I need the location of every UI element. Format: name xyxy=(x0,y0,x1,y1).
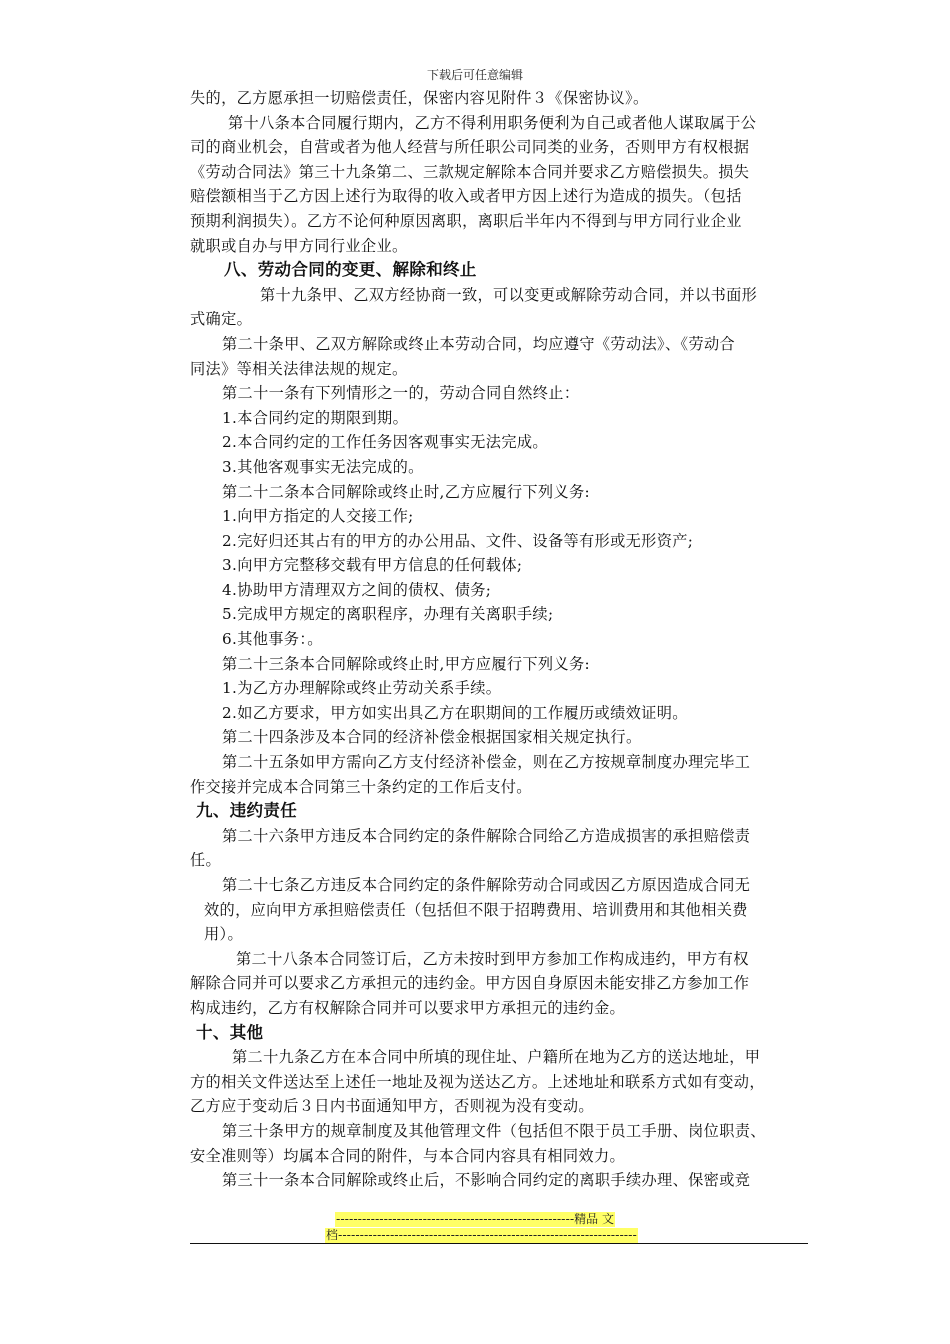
text-line: 失的，乙方愿承担一切赔偿责任，保密内容见附件３《保密协议》。 xyxy=(190,89,649,107)
text-line: 第二十一条有下列情形之一的，劳动合同自然终止： xyxy=(222,384,580,403)
text-line: 同法》等相关法律法规的规定。 xyxy=(190,359,408,378)
text-line: 第十九条甲、乙双方经协商一致，可以变更或解除劳动合同，并以书面形 xyxy=(260,285,758,304)
text-line: 就职或自办与甲方同行业企业。 xyxy=(190,236,408,255)
text-line: 5.完成甲方规定的离职程序，办理有关离职手续; xyxy=(222,605,554,624)
text-line: 第十八条本合同履行期内，乙方不得利用职务便利为自己或者他人谋取属于公 xyxy=(228,113,757,132)
section-heading: 九、违约责任 xyxy=(196,801,298,821)
text-line: 第二十八条本合同签订后，乙方未按时到甲方参加工作构成违约，甲方有权 xyxy=(236,949,749,968)
footer-watermark-line-1: -------------------------------------------------------精品 文 xyxy=(336,1212,614,1226)
text-line: 第三十条甲方的规章制度及其他管理文件（包括但不限于员工手册、岗位职责、 xyxy=(222,1121,766,1140)
text-line: 式确定。 xyxy=(190,310,253,329)
document-body xyxy=(190,86,810,1193)
text-line: 第二十五条如甲方需向乙方支付经济补偿金，则在乙方按规章制度办理完毕工 xyxy=(222,753,751,772)
text-line: 《劳动合同法》第三十九条第二、三款规定解除本合同并要求乙方赔偿损失。损失 xyxy=(190,162,750,181)
text-line: 2.如乙方要求，甲方如实出具乙方在职期间的工作履历或绩效证明。 xyxy=(222,703,688,722)
text-line: 第二十九条乙方在本合同中所填的现住址、户籍所在地为乙方的送达地址，甲 xyxy=(232,1048,761,1067)
text-line: 乙方应于变动后３日内书面通知甲方，否则视为没有变动。 xyxy=(190,1097,594,1116)
text-line: 效的，应向甲方承担赔偿责任（包括但不限于招聘费用、培训费用和其他相关费 xyxy=(204,900,748,919)
text-line: 1.本合同约定的期限到期。 xyxy=(222,408,409,427)
text-line: 安全准则等）均属本合同的附件，与本合同内容具有相同效力。 xyxy=(190,1146,626,1165)
text-line: 1.向甲方指定的人交接工作; xyxy=(222,507,414,526)
text-line: 2.本合同约定的工作任务因客观事实无法完成。 xyxy=(222,433,548,452)
text-line: 1.为乙方办理解除或终止劳动关系手续。 xyxy=(222,679,502,698)
text-line: 用）。 xyxy=(204,925,244,944)
text-line: 任。 xyxy=(190,851,222,870)
text-line: 2.完好归还其占有的甲方的办公用品、文件、设备等有形或无形资产; xyxy=(222,531,694,550)
section-heading: 八、劳动合同的变更、解除和终止 xyxy=(224,260,477,280)
footer-watermark-line-2: 档--------------------------------------------------------------------- xyxy=(326,1228,637,1242)
text-line: 3.向甲方完整移交载有甲方信息的任何载体; xyxy=(222,556,523,575)
text-line: 作交接并完成本合同第三十条约定的工作后支付。 xyxy=(190,777,532,796)
text-line: 第三十一条本合同解除或终止后，不影响合同约定的离职手续办理、保密或竞 xyxy=(222,1171,751,1190)
text-line: 赔偿额相当于乙方因上述行为取得的收入或者甲方因上述行为造成的损失。（包括 xyxy=(190,187,742,206)
text-line: 第二十六条甲方违反本合同约定的条件解除合同给乙方造成损害的承担赔偿责 xyxy=(222,826,751,845)
text-line: 第二十七条乙方违反本合同约定的条件解除劳动合同或因乙方原因造成合同无 xyxy=(222,876,751,894)
text-line: 3.其他客观事实无法完成的。 xyxy=(222,457,424,476)
text-line: 方的相关文件送达至上述任一地址及视为送达乙方。上述地址和联系方式如有变动， xyxy=(190,1072,765,1091)
text-line: 构成违约，乙方有权解除合同并可以要求甲方承担元的违约金。 xyxy=(190,998,626,1017)
text-line: 解除合同并可以要求乙方承担元的违约金。甲方因自身原因未能安排乙方参加工作 xyxy=(190,974,750,993)
text-line: 预期利润损失）。乙方不论何种原因离职，离职后半年内不得到与甲方同行业企业 xyxy=(190,211,742,230)
text-line: 第二十四条涉及本合同的经济补偿金根据国家相关规定执行。 xyxy=(222,728,642,747)
page-header-note: 下载后可任意编辑 xyxy=(426,68,523,82)
text-line: 6.其他事务：。 xyxy=(222,630,323,649)
footer-divider xyxy=(190,1243,808,1244)
text-line: 4.协助甲方清理双方之间的债权、债务; xyxy=(222,580,492,599)
text-line: 第二十二条本合同解除或终止时,乙方应履行下列义务: xyxy=(222,482,591,501)
text-line: 第二十三条本合同解除或终止时,甲方应履行下列义务: xyxy=(222,654,591,673)
text-line: 第二十条甲、乙双方解除或终止本劳动合同，均应遵守《劳动法》、《劳动合 xyxy=(222,334,736,353)
section-heading: 十、其他 xyxy=(196,1022,264,1042)
text-line: 司的商业机会，自营或者为他人经营与所任职公司同类的业务，否则甲方有权根据 xyxy=(190,138,750,157)
